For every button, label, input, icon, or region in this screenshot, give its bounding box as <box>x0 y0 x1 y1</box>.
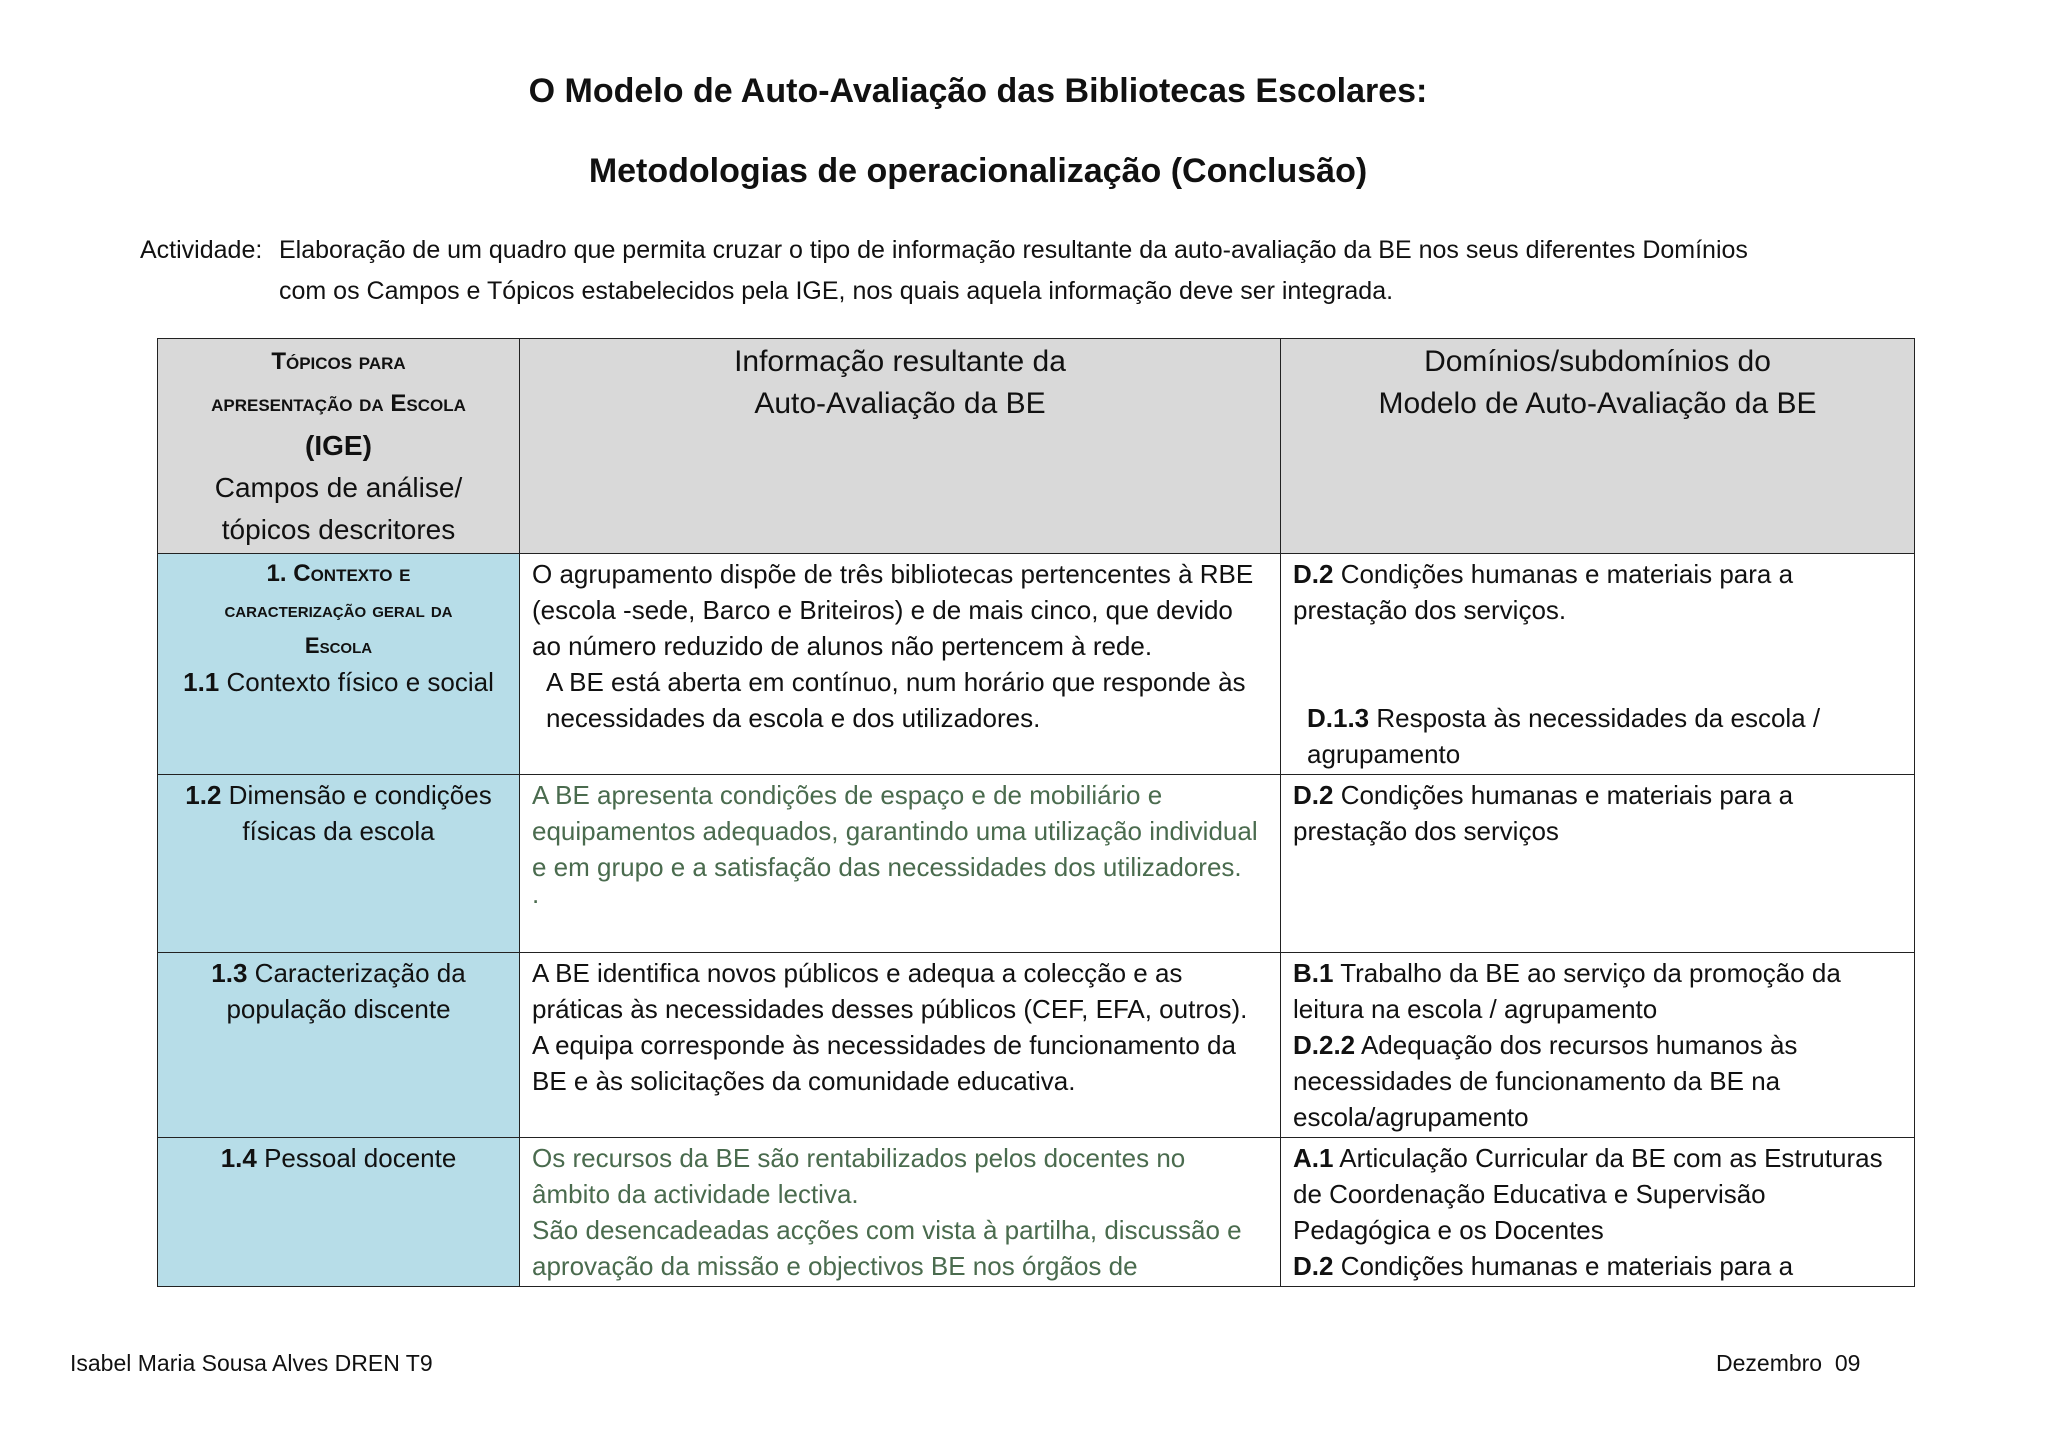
topic-text: Dimensão e condições físicas da escola <box>221 780 492 846</box>
domain-text: Condições humanas e materiais para a <box>1333 1251 1794 1281</box>
spacer <box>1293 628 1902 700</box>
page-subtitle: Metodologias de operacionalização (Conclusão) <box>588 152 1368 190</box>
header-topics-line-4: Campos de análise/ <box>214 472 463 503</box>
domain-entry <box>1293 1140 1902 1248</box>
topic-cell <box>158 554 520 775</box>
header-topics-line-5: tópicos descritores <box>221 514 456 545</box>
header-information <box>520 339 1281 554</box>
domain-text: Condições humanas e materiais para a prestação dos serviços. <box>1293 559 1794 625</box>
info-paragraph: O agrupamento dispõe de três bibliotecas pertencentes à RBE (escola -sede, Barco e Briteiros) e de mais cinco, que devido ao número reduzido de alunos não pertencem à rede. <box>532 559 1254 661</box>
table-row <box>158 953 1915 1138</box>
table-row <box>158 1138 1915 1287</box>
topic-code: 1.2 <box>185 780 222 810</box>
domain-code: B.1 <box>1293 958 1334 988</box>
domain-code: D.1.3 <box>1307 703 1370 733</box>
domain-text: Adequação dos recursos humanos às necessidades de funcionamento da BE na escola/agrupamento <box>1293 1030 1798 1132</box>
info-cell <box>520 775 1281 953</box>
header-topics-line-1: Tópicos para <box>271 348 406 375</box>
domain-entry <box>1293 700 1902 772</box>
topic-cell <box>158 953 520 1138</box>
page-title: O Modelo de Auto-Avaliação das Bibliotecas Escolares: <box>528 72 1428 110</box>
header-topics-line-2: apresentação da Escola <box>211 390 466 417</box>
topic-code: 1.4 <box>220 1143 257 1173</box>
domain-code: D.2.2 <box>1293 1030 1356 1060</box>
table-header-row <box>158 339 1915 554</box>
topic-heading-1: 1. Contexto e <box>266 560 411 587</box>
info-cell <box>520 1138 1281 1287</box>
header-domains-line-1: Domínios/subdomínios do <box>1424 345 1771 378</box>
info-paragraph: . <box>532 879 540 909</box>
header-info-line-1: Informação resultante da <box>734 345 1066 378</box>
footer-author: Isabel Maria Sousa Alves DREN T9 <box>70 1350 433 1376</box>
domain-code: A.1 <box>1293 1143 1334 1173</box>
activity-line-2: com os Campos e Tópicos estabelecidos pela IGE, nos quais aquela informação deve ser integrada. <box>279 277 1394 305</box>
info-paragraph: A BE está aberta em contínuo, num horário que responde às necessidades da escola e dos utilizadores. <box>546 667 1246 733</box>
domain-cell <box>1281 953 1915 1138</box>
domain-text: Trabalho da BE ao serviço da promoção da leitura na escola / agrupamento <box>1293 958 1841 1024</box>
domain-cell <box>1281 775 1915 953</box>
info-paragraph: Os recursos da BE são rentabilizados pelos docentes no âmbito da actividade lectiva. <box>532 1143 1186 1209</box>
domain-cell <box>1281 554 1915 775</box>
footer-date: Dezembro 09 <box>1716 1350 1861 1376</box>
topic-code: 1.3 <box>211 958 248 988</box>
domain-entry <box>1293 556 1902 628</box>
domain-entry <box>1293 777 1902 849</box>
header-info-line-2: Auto-Avaliação da BE <box>754 387 1046 420</box>
activity-label: Actividade: <box>140 236 263 264</box>
topic-cell <box>158 775 520 953</box>
topic-text: Caracterização da população discente <box>226 958 466 1024</box>
topic-text: Pessoal docente <box>256 1143 457 1173</box>
header-topics-line-3: (IGE) <box>305 430 372 461</box>
topic-code: 1.1 <box>183 667 220 697</box>
domain-text: Resposta às necessidades da escola / agrupamento <box>1307 703 1821 769</box>
topic-heading-3: Escola <box>304 633 373 658</box>
activity-description <box>140 230 1900 312</box>
domain-text: Condições humanas e materiais para a prestação dos serviços <box>1293 780 1794 846</box>
info-paragraph: São desencadeadas acções com vista à partilha, discussão e aprovação da missão e objectivos BE nos órgãos de <box>532 1215 1242 1281</box>
topic-heading-2: caracterização geral da <box>224 597 453 622</box>
domain-entry <box>1293 1248 1902 1284</box>
activity-line-1: Elaboração de um quadro que permita cruzar o tipo de informação resultante da auto-avaliação da BE nos seus diferentes Domínios <box>279 236 1748 264</box>
table-row <box>158 775 1915 953</box>
domain-entry <box>1293 1027 1902 1135</box>
info-paragraph: A equipa corresponde às necessidades de funcionamento da BE e às solicitações da comunidade educativa. <box>532 1030 1236 1096</box>
domain-code: D.2 <box>1293 780 1334 810</box>
domain-code: D.2 <box>1293 559 1334 589</box>
table-row <box>158 554 1915 775</box>
header-domains <box>1281 339 1915 554</box>
domain-code: D.2 <box>1293 1251 1334 1281</box>
domain-cell <box>1281 1138 1915 1287</box>
domain-text: Articulação Curricular da BE com as Estruturas de Coordenação Educativa e Supervisão Pedagógica e os Docentes <box>1293 1143 1883 1245</box>
info-cell <box>520 953 1281 1138</box>
info-paragraph: A BE identifica novos públicos e adequa a colecção e as práticas às necessidades desses públicos (CEF, EFA, outros). <box>532 958 1248 1024</box>
info-paragraph: A BE apresenta condições de espaço e de mobiliário e equipamentos adequados, garantindo uma utilização individual e em grupo e a satisfação das necessidades dos utilizadores. <box>532 780 1258 882</box>
header-domains-line-2: Modelo de Auto-Avaliação da BE <box>1378 387 1817 420</box>
header-topics <box>158 339 520 554</box>
topic-cell <box>158 1138 520 1287</box>
topic-text: Contexto físico e social <box>219 667 494 697</box>
domain-entry <box>1293 955 1902 1027</box>
crossing-table <box>157 338 1915 1287</box>
info-cell <box>520 554 1281 775</box>
